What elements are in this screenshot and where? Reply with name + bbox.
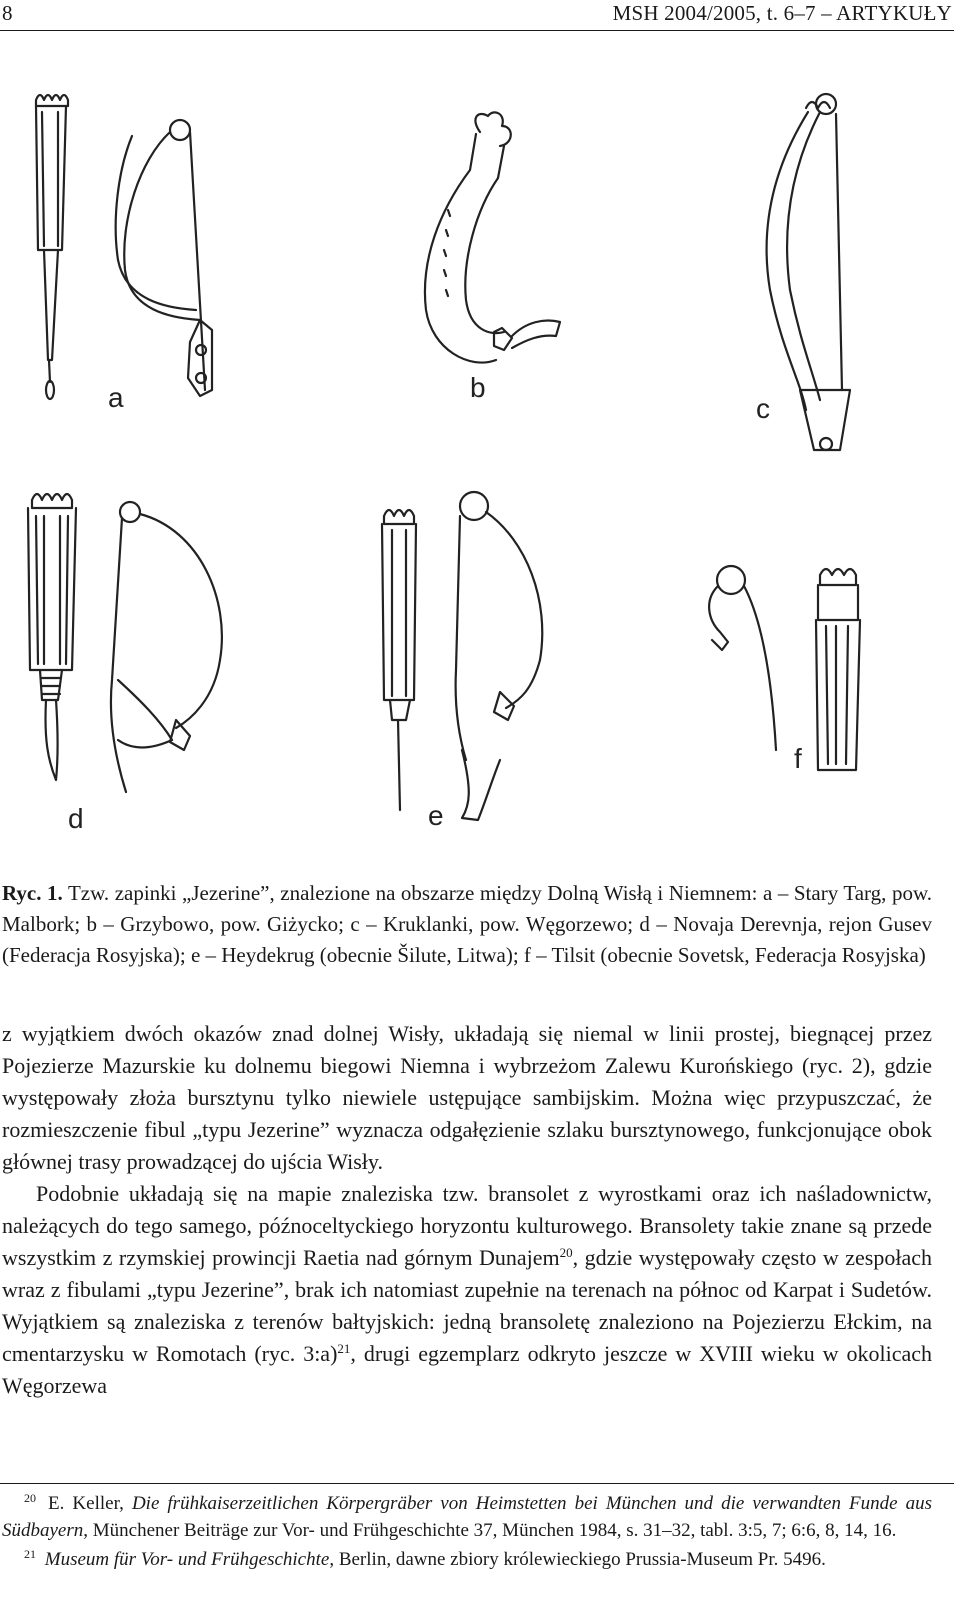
header-rule bbox=[0, 30, 954, 31]
fibula-b-drawing bbox=[425, 112, 560, 362]
caption-text: Tzw. zapinki „Jezerine”, znalezione na obszarze między Dolną Wisłą i Niemnem: a – Stary Targ, pow. Malbork; b – Grzybowo, pow. Giżycko; c – Kruklanki, pow. Węgorzewo; d – Novaja Derevnja, rejon Gusev (Federacja Rosyjska); e – Heydekrug (obecnie Šilute, Litwa); f – Tilsit (obecnie Sovetsk, Federacja Rosyjska) bbox=[2, 881, 933, 967]
caption-label: Ryc. 1. bbox=[2, 881, 63, 905]
figure-caption bbox=[2, 878, 932, 971]
footnote-title: Museum für Vor- und Frühgeschichte bbox=[44, 1549, 330, 1570]
running-head bbox=[2, 0, 952, 28]
figure-fibulae-drawings bbox=[0, 60, 960, 870]
footnote-ref-20[interactable]: 20 bbox=[559, 1245, 573, 1260]
fibula-e-side-drawing bbox=[456, 492, 543, 820]
footnotes bbox=[2, 1490, 932, 1575]
page-number: 8 bbox=[2, 1, 13, 25]
footnote-ref-21[interactable]: 21 bbox=[337, 1341, 351, 1356]
paragraph-2: Podobnie układają się na mapie znaleziska tzw. bransolet z wyrostkami oraz ich naśladownictw, należących do tego samego, późnoceltyckiego horyzontu kulturowego. Bransolety takie znane są przede wszystkim z rzymskiej prowincji Raetia nad górnym Dunajem$^{20}$, gdzie występowały często w zespołach wraz z fibulami „typu Jezerine”, brak ich natomiast zupełnie na terenach na północ od Karpat i Sudetów. Wyjątkiem są znaleziska z terenów bałtyjskich: jedną bransoletę znaleziono na Pojezierzu Ełckim, na cmentarzysku w Romotach (ryc. 3:a)$^{21}$, drugi egzemplarz odkryto jeszcze w XVIII wieku w okolicach Węgorzewa bbox=[2, 1181, 933, 1398]
footnote-title: Die frühkaiserzeitlichen Körpergräber von Heimstetten bei München und die verwandten Funde aus Südbayern bbox=[2, 1493, 932, 1541]
figure-label-a: a bbox=[108, 382, 124, 413]
figure-label-b: b bbox=[470, 372, 486, 403]
footnote-20: $^{20}$ E. Keller, Die frühkaiserzeitlichen Körpergräber von Heimstetten bei München und die verwandten Funde aus Südbayern, Münchener Beiträge zur Vor- und Frühgeschichte 37, München 1984, s. 31–32, tabl. 3:5, 7; 6:6, 8, 14, 16. bbox=[2, 1491, 932, 1541]
fibula-a-side-drawing bbox=[116, 120, 212, 396]
footnote-rule bbox=[0, 1483, 954, 1484]
fibula-d-side-drawing bbox=[111, 502, 222, 792]
footnote-mark: 20 bbox=[24, 1491, 36, 1505]
fibula-e-front-drawing bbox=[382, 510, 416, 810]
figure-label-d: d bbox=[68, 803, 84, 834]
figure-label-c: c bbox=[756, 393, 770, 424]
journal-title: MSH 2004/2005, t. 6–7 – ARTYKUŁY bbox=[612, 1, 952, 25]
figure-label-e: e bbox=[428, 800, 444, 831]
fibula-f-front-drawing bbox=[816, 569, 860, 770]
figure-label-f: f bbox=[794, 743, 802, 774]
paragraph-1: z wyjątkiem dwóch okazów znad dolnej Wisły, układają się niemal w linii prostej, biegnącej przez Pojezierze Mazurskie ku dolnemu biegowi Niemna i wybrzeżom Zalewu Kurońskiego (ryc. 2), gdzie występowały złoża bursztynu tylko niewiele ustępujące sambijskim. Można więc przypuszczać, że rozmieszczenie fibul „typu Jezerine” wyznacza odgałęzienie szlaku bursztynowego, funkcjonujące obok głównej trasy prowadzącej do ujścia Wisły. bbox=[2, 1021, 932, 1174]
body-text bbox=[2, 1018, 932, 1402]
fibula-f-side-drawing bbox=[709, 566, 776, 750]
fibula-d-front-drawing bbox=[28, 494, 76, 780]
fibula-a-front-drawing bbox=[36, 95, 68, 399]
fibula-c-drawing bbox=[767, 94, 850, 450]
fibulae-illustration bbox=[0, 60, 960, 870]
footnote-mark: 21 bbox=[24, 1547, 36, 1561]
footnote-21: $^{21}$ Museum für Vor- und Frühgeschichte, Berlin, dawne zbiory królewieckiego Prussia-Museum Pr. 5496. bbox=[24, 1547, 826, 1570]
